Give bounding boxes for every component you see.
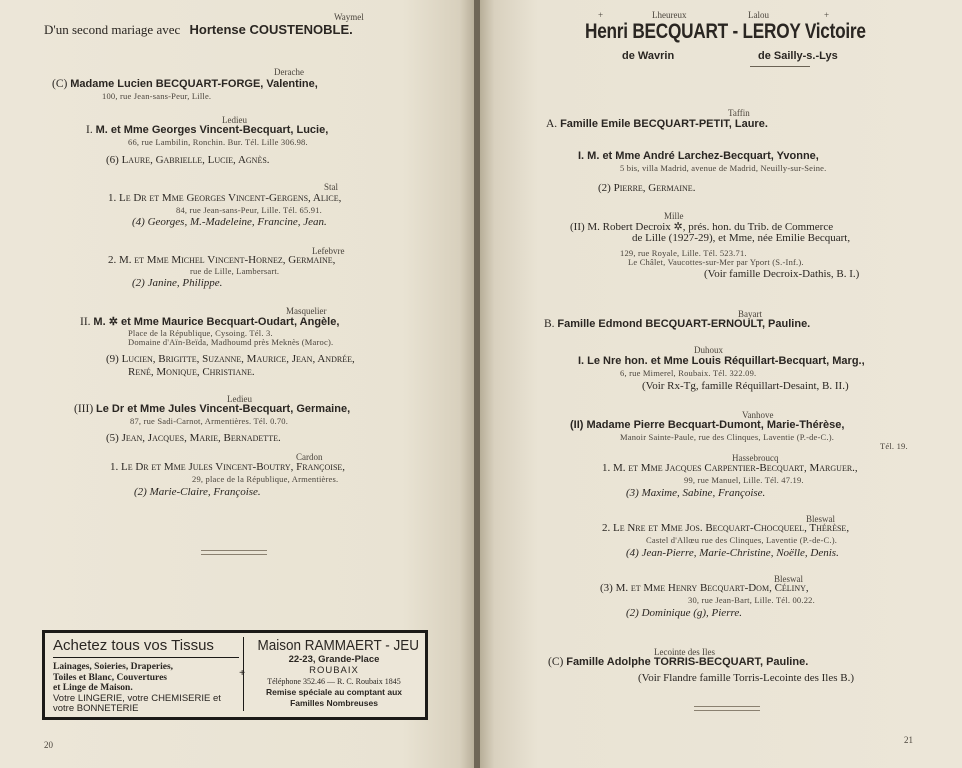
page-title: Henri BECQUART - LEROY Victoire: [585, 20, 866, 43]
section-rule: [201, 550, 267, 555]
advertisement-box: [42, 630, 428, 720]
maiden-name: Lecointe des Iles: [654, 647, 715, 657]
address: Tél. 19.: [880, 441, 908, 451]
cross-reference: (Voir famille Decroix-Dathis, B. I.): [704, 268, 860, 280]
page-number: 20: [44, 740, 53, 750]
promo-line: Familles Nombreuses: [290, 697, 378, 708]
advert-line: votre BONNETERIE: [53, 703, 139, 714]
address: Le Châlet, Vaucottes-sur-Mer par Yport (S.-Inf.).: [628, 257, 804, 267]
children-list: (2) Janine, Philippe.: [132, 277, 223, 289]
entry-name: I. M. et Mme André Larchez-Becquart, Yvonne,: [578, 150, 819, 162]
entry-name: (II) M. Robert Decroix ✲, prés. hon. du Trib. de Commerce: [570, 221, 834, 233]
entry-label: (C): [548, 656, 564, 668]
advert-line: Toiles et Blanc, Couvertures: [53, 672, 167, 683]
header-line: [44, 22, 353, 38]
maiden-name: Bleswal: [806, 514, 835, 524]
entry-name: (II) Madame Pierre Becquart-Dumont, Marie-Thérèse,: [570, 419, 845, 431]
entry-name: I. Le Nre hon. et Mme Louis Réquillart-Becquart, Marg.,: [578, 355, 865, 367]
address: 5 bis, villa Madrid, avenue de Madrid, Neuilly-sur-Seine.: [620, 163, 827, 173]
address: 66, rue Lambilin, Ronchin. Bur. Tél. Lille 306.98.: [128, 137, 308, 147]
entry-name: 2. M. et Mme Michel Vincent-Hornez, Germaine,: [108, 254, 336, 266]
children-list: (2) Marie-Claire, Françoise.: [134, 486, 261, 498]
advert-left-column: [53, 637, 239, 715]
maiden-name: Derache: [274, 67, 304, 77]
children-list: (2) Dominique (g), Pierre.: [626, 607, 742, 619]
maiden-name: Lalou: [748, 10, 769, 20]
divider: [53, 657, 239, 658]
entry-i: [86, 124, 328, 136]
maiden-name: Lheureux: [652, 10, 687, 20]
cross-reference: (Voir Flandre famille Torris-Lecointe des Iles B.): [638, 672, 855, 684]
plus-sign: +: [239, 667, 246, 679]
children-list: (4) Jean-Pierre, Marie-Christine, Noëlle, Denis.: [626, 547, 839, 559]
children-list: (4) Georges, M.-Madeleine, Francine, Jean.: [132, 216, 327, 228]
maiden-name: Stal: [324, 182, 339, 192]
shop-city: ROUBAIX: [309, 664, 359, 676]
entry-label: (III): [74, 403, 94, 415]
maiden-name: Vanhove: [742, 410, 774, 420]
advert-title: Achetez tous vos Tissus: [53, 637, 214, 654]
children-list: (5) Jean, Jacques, Marie, Bernadette.: [106, 432, 281, 444]
advert-line: et Linge de Maison.: [53, 683, 133, 693]
address: Manoir Sainte-Paule, rue des Clinques, Laventie (P.-de-C.).: [620, 432, 835, 442]
entry-label: II.: [80, 316, 91, 328]
entry-b: [544, 318, 810, 330]
cross-icon: +: [598, 10, 604, 20]
entry-label: B.: [544, 318, 555, 330]
maiden-name: Ledieu: [222, 115, 247, 125]
promo-line: Remise spéciale au comptant aux: [265, 687, 403, 697]
entry-label: I.: [86, 124, 93, 136]
maiden-name: Bleswal: [774, 574, 803, 584]
entry-a: [546, 118, 768, 130]
maiden-name: Duhoux: [694, 345, 723, 355]
page-number: 21: [904, 735, 913, 745]
shop-address: 22-23, Grande-Place: [288, 654, 380, 665]
address: 6, rue Mimerel, Roubaix. Tél. 322.09.: [620, 368, 757, 378]
entry-name: de Lille (1927-29), et Mme, née Emilie Becquart,: [632, 232, 851, 244]
entry-ii: [80, 315, 339, 328]
entry-iii: [74, 403, 350, 415]
header-prefix: D'un second mariage avec: [44, 22, 181, 37]
divider: [750, 66, 810, 67]
entry-name: (3) M. et Mme Henry Becquart-Dom, Céliny,: [600, 582, 809, 594]
advert-line: Votre LINGERIE, votre CHEMISERIE et: [53, 692, 221, 704]
address: 84, rue Jean-sans-Peur, Lille. Tél. 65.91.: [176, 205, 322, 215]
entry-name: Famille Adolphe TORRIS-BECQUART, Pauline.: [566, 656, 809, 668]
entry-name: Famille Edmond BECQUART-ERNOULT, Pauline.: [557, 318, 811, 330]
entry-c: [52, 78, 318, 90]
address: rue de Lille, Lambersart.: [190, 266, 280, 276]
cross-icon: +: [824, 10, 830, 20]
children-list: René, Monique, Christiane.: [128, 366, 255, 378]
entry-name: Le Dr et Mme Jules Vincent-Becquart, Germaine,: [96, 403, 351, 415]
section-rule: [694, 706, 760, 711]
origin-right: de Sailly-s.-Lys: [758, 50, 838, 62]
maiden-name: Hassebroucq: [732, 453, 779, 463]
children-list: (3) Maxime, Sabine, Françoise.: [626, 487, 766, 499]
maiden-name: Masquelier: [286, 306, 327, 316]
entry-label: A.: [546, 118, 558, 130]
entry-name: 2. Le Nre et Mme Jos. Becquart-Chocqueel, Thérèse,: [602, 522, 850, 534]
maiden-name: Mille: [664, 211, 684, 221]
entry-name: Famille Emile BECQUART-PETIT, Laure.: [560, 118, 768, 130]
cross-reference: (Voir Rx-Tg, famille Réquillart-Desaint, B. II.): [642, 380, 849, 392]
entry-name: M. ✲ et Mme Maurice Becquart-Oudart, Angèle,: [93, 316, 340, 328]
entry-name: 1. Le Dr et Mme Jules Vincent-Boutry, Françoise,: [110, 461, 346, 473]
address: 129, rue Royale, Lille. Tél. 523.71.: [620, 248, 747, 258]
maiden-name: Ledieu: [227, 394, 252, 404]
entry-c: [548, 656, 808, 668]
maiden-name: Cardon: [296, 452, 323, 462]
entry-name: Madame Lucien BECQUART-FORGE, Valentine,: [70, 78, 318, 90]
advert-line: Lainages, Soieries, Draperies,: [53, 662, 174, 672]
address: 29, place de la République, Armentières.: [192, 474, 339, 484]
origin-left: de Wavrin: [622, 50, 675, 62]
address: Place de la République, Cysoing. Tél. 3.: [128, 328, 273, 338]
address: Castel d'Allœu rue des Clinques, Laventie (P.-de-C.).: [646, 535, 838, 545]
children-list: (6) Laure, Gabrielle, Lucie, Agnès.: [106, 154, 270, 166]
address: 30, rue Jean-Bart, Lille. Tél. 00.22.: [688, 595, 815, 605]
children-list: (2) Pierre, Germaine.: [598, 182, 696, 194]
header-name: Hortense COUSTENOBLE.: [189, 22, 353, 37]
left-page: [0, 0, 474, 768]
maiden-name: Waymel: [334, 12, 364, 22]
entry-label: (C): [52, 78, 68, 90]
maiden-name: Bayart: [738, 309, 762, 319]
address: 99, rue Manuel, Lille. Tél. 47.19.: [684, 475, 804, 485]
address: 100, rue Jean-sans-Peur, Lille.: [102, 91, 212, 101]
entry-name: 1. M. et Mme Jacques Carpentier-Becquart, Marguer.,: [602, 462, 858, 474]
maiden-name: Lefebvre: [312, 246, 345, 256]
entry-name: M. et Mme Georges Vincent-Becquart, Lucie,: [95, 124, 329, 136]
children-list: (9) Lucien, Brigitte, Suzanne, Maurice, Jean, Andrée,: [106, 353, 355, 365]
address: 87, rue Sadi-Carnot, Armentières. Tél. 0.70.: [130, 416, 289, 426]
advert-right-column: [249, 637, 419, 708]
maiden-name: Taffin: [728, 108, 750, 118]
shop-name: Maison RAMMAERT - JEU: [257, 637, 420, 654]
shop-phone: Téléphone 352.46 — R. C. Roubaix 1845: [267, 677, 401, 686]
entry-name: 1. Le Dr et Mme Georges Vincent-Gergens, Alice,: [108, 192, 342, 204]
right-page-content: [480, 0, 962, 768]
address: Domaine d'Aïn-Beïda, Madhoumd près Meknès (Maroc).: [128, 337, 334, 347]
